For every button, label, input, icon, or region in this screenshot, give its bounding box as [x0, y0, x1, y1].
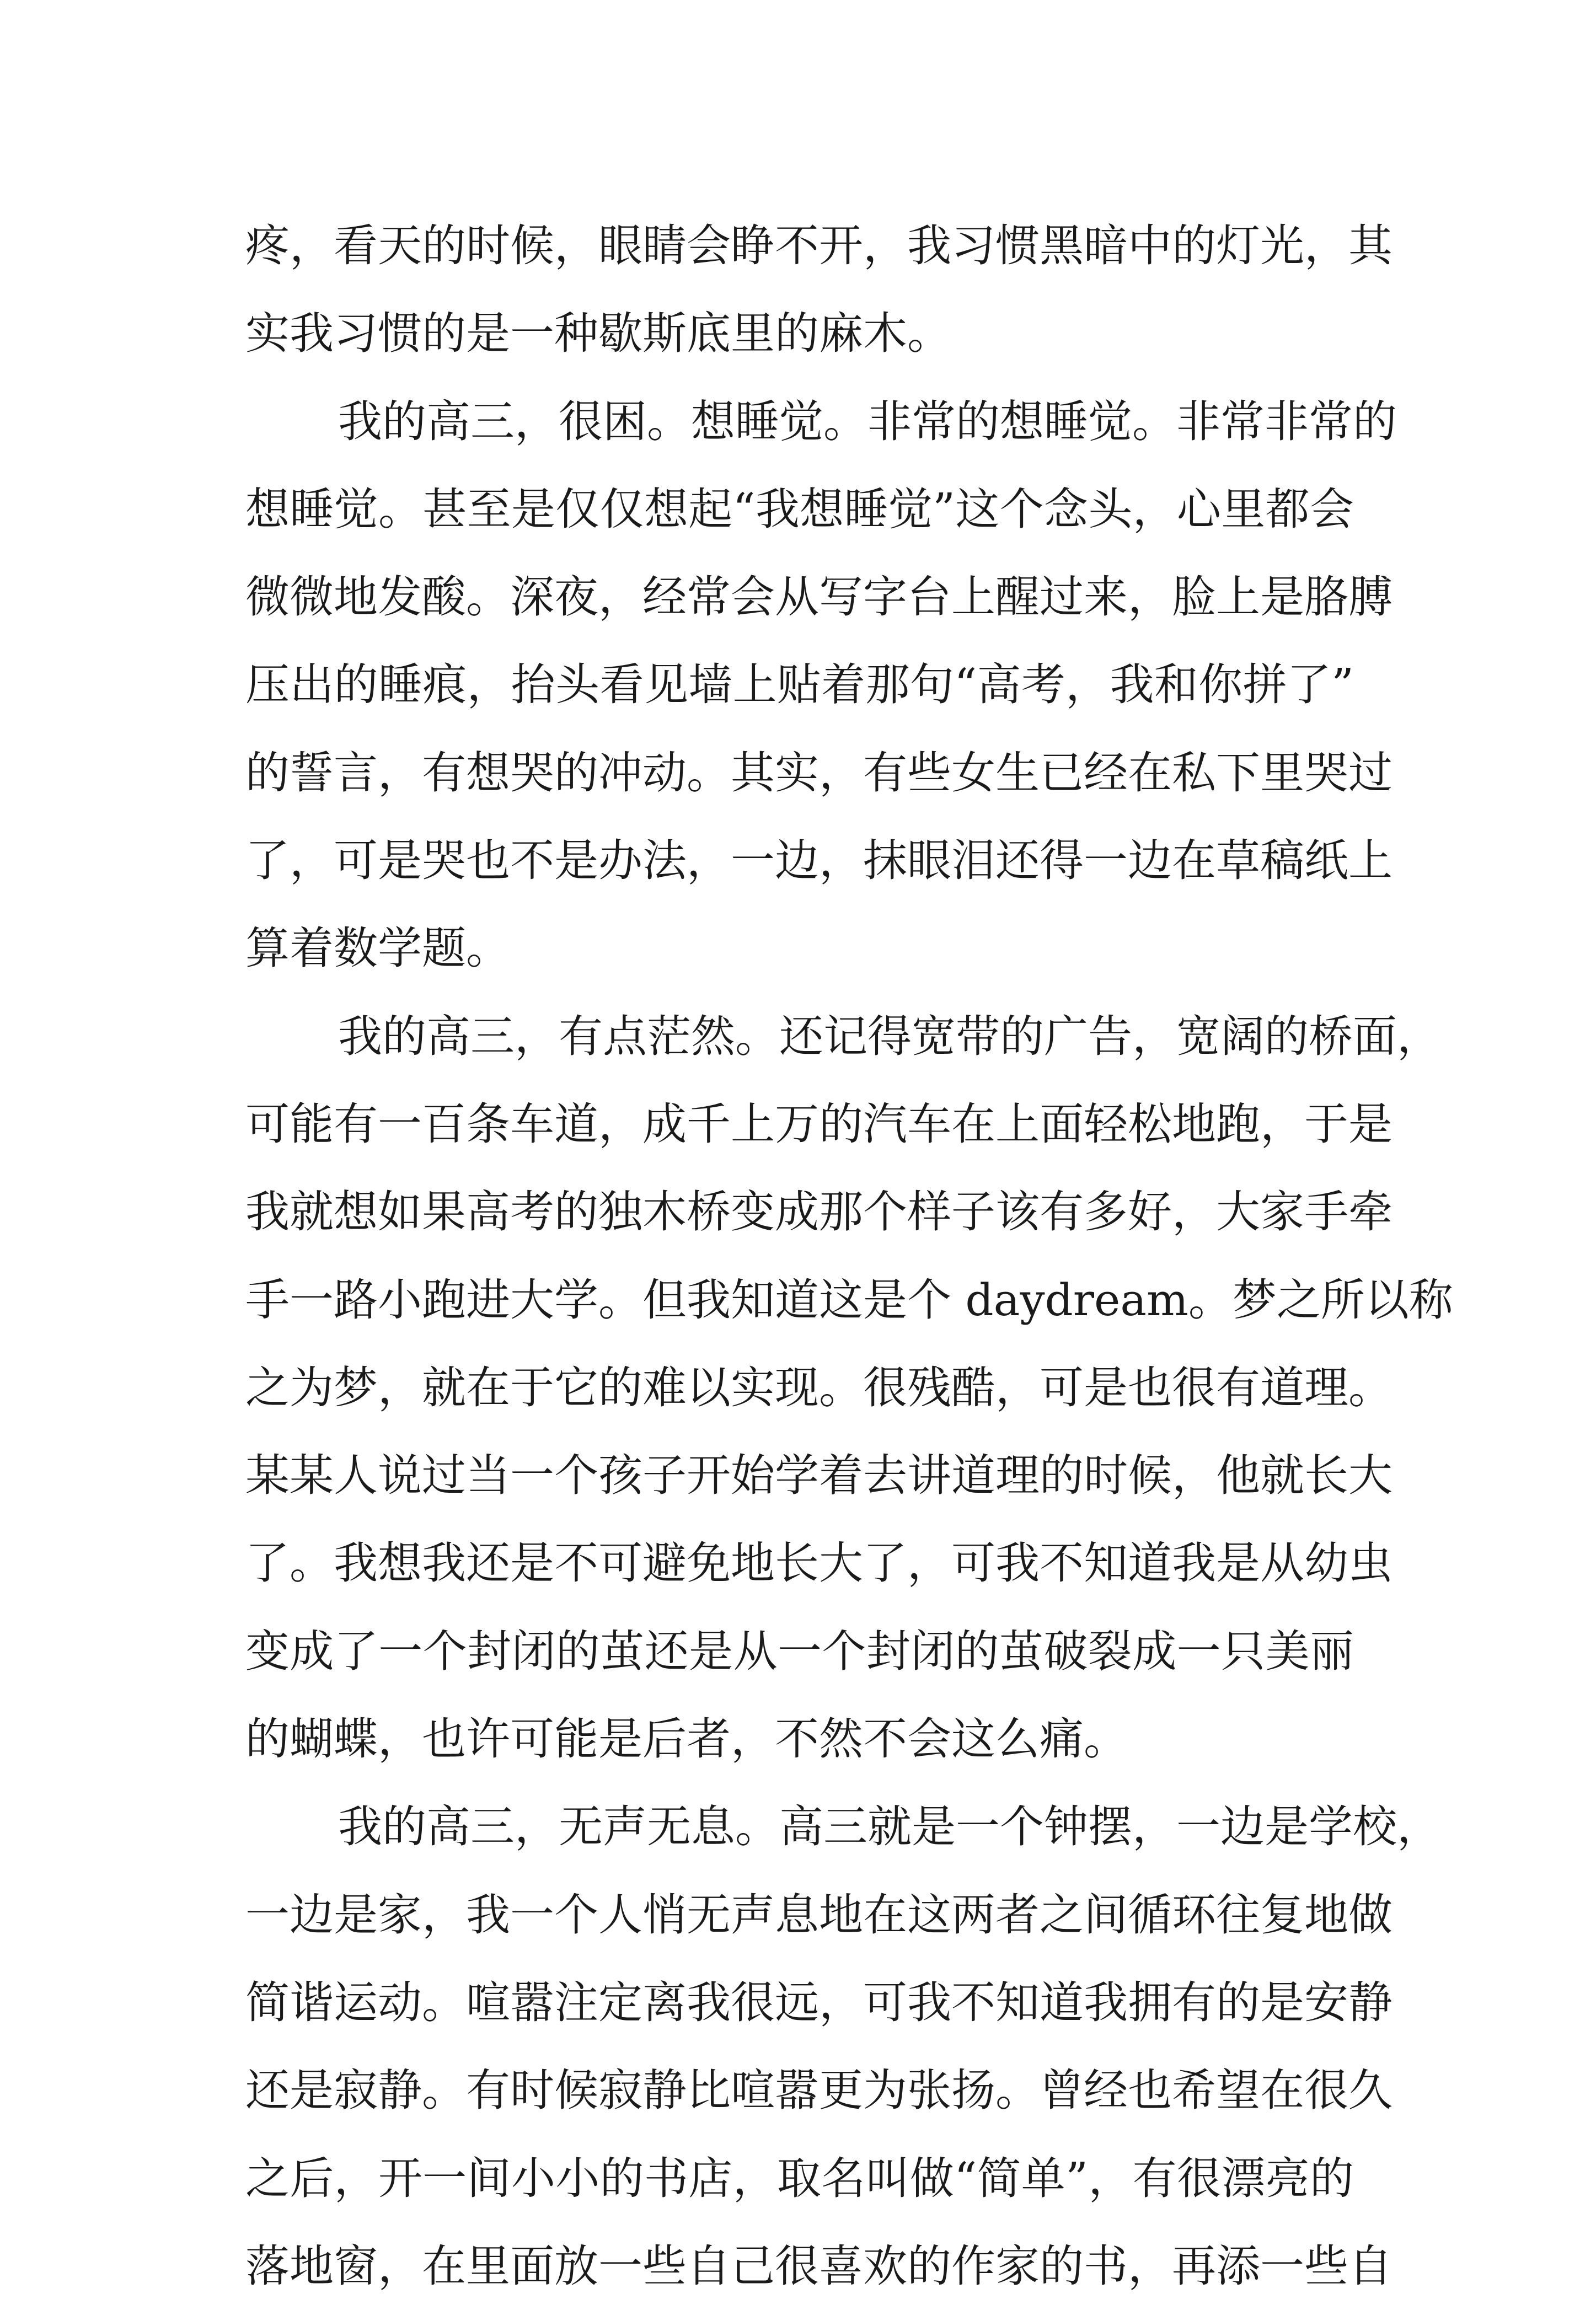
text-line: 疼，看天的时候，眼睛会睁不开，我习惯黑暗中的灯光，其	[245, 220, 1393, 271]
text-line: 算着数学题。	[245, 923, 510, 974]
text-line: 可能有一百条车道，成千上万的汽车在上面轻松地跑，于是	[245, 1098, 1393, 1150]
text-line: 的蝴蝶，也许可能是后者，不然不会这么痛。	[245, 1713, 1128, 1765]
text-line: 的誓言，有想哭的冲动。其实，有些女生已经在私下里哭过	[245, 747, 1393, 798]
text-line: 简谐运动。喧嚣注定离我很远，可我不知道我拥有的是安静	[245, 1976, 1393, 2028]
text-line: 手一路小跑进大学。但我知道这是个 daydream。梦之所以称	[245, 1274, 1453, 1326]
text-line: 一边是家，我一个人悄无声息地在这两者之间循环往复地做	[245, 1889, 1393, 1941]
paragraph-first-line: 我的高三，很困。想睡觉。非常的想睡觉。非常非常的	[338, 395, 1397, 447]
text-line: 了。我想我还是不可避免地长大了，可我不知道我是从幼虫	[245, 1537, 1393, 1589]
text-line: 之后，开一间小小的书店，取名叫做“简单”，有很漂亮的	[245, 2152, 1354, 2204]
text-line: 落地窗，在里面放一些自己很喜欢的作家的书，再添一些自	[245, 2240, 1393, 2292]
text-line: 某某人说过当一个孩子开始学着去讲道理的时候，他就长大	[245, 1450, 1393, 1502]
text-line: 之为梦，就在于它的难以实现。很残酷，可是也很有道理。	[245, 1362, 1393, 1413]
text-line: 微微地发酸。深夜，经常会从写字台上醒过来，脸上是胳膊	[245, 571, 1393, 623]
text-line: 还是寂静。有时候寂静比喧嚣更为张扬。曾经也希望在很久	[245, 2065, 1393, 2116]
text-line: 想睡觉。甚至是仅仅想起“我想睡觉”这个念头，心里都会	[245, 483, 1354, 535]
paragraph-first-line: 我的高三，有点茫然。还记得宽带的广告，宽阔的桥面，	[338, 1010, 1441, 1062]
text-line: 实我习惯的是一种歇斯底里的麻木。	[245, 308, 951, 360]
text-line: 我就想如果高考的独木桥变成那个样子该有多好，大家手牵	[245, 1186, 1393, 1238]
text-line: 了，可是哭也不是办法，一边，抹眼泪还得一边在草稿纸上	[245, 835, 1393, 887]
text-line: 压出的睡痕，抬头看见墙上贴着那句“高考，我和你拼了”	[245, 659, 1354, 711]
paragraph-first-line: 我的高三，无声无息。高三就是一个钟摆，一边是学校，	[338, 1801, 1441, 1853]
text-line: 变成了一个封闭的茧还是从一个封闭的茧破裂成一只美丽	[245, 1625, 1354, 1677]
body-text	[245, 202, 1453, 2310]
